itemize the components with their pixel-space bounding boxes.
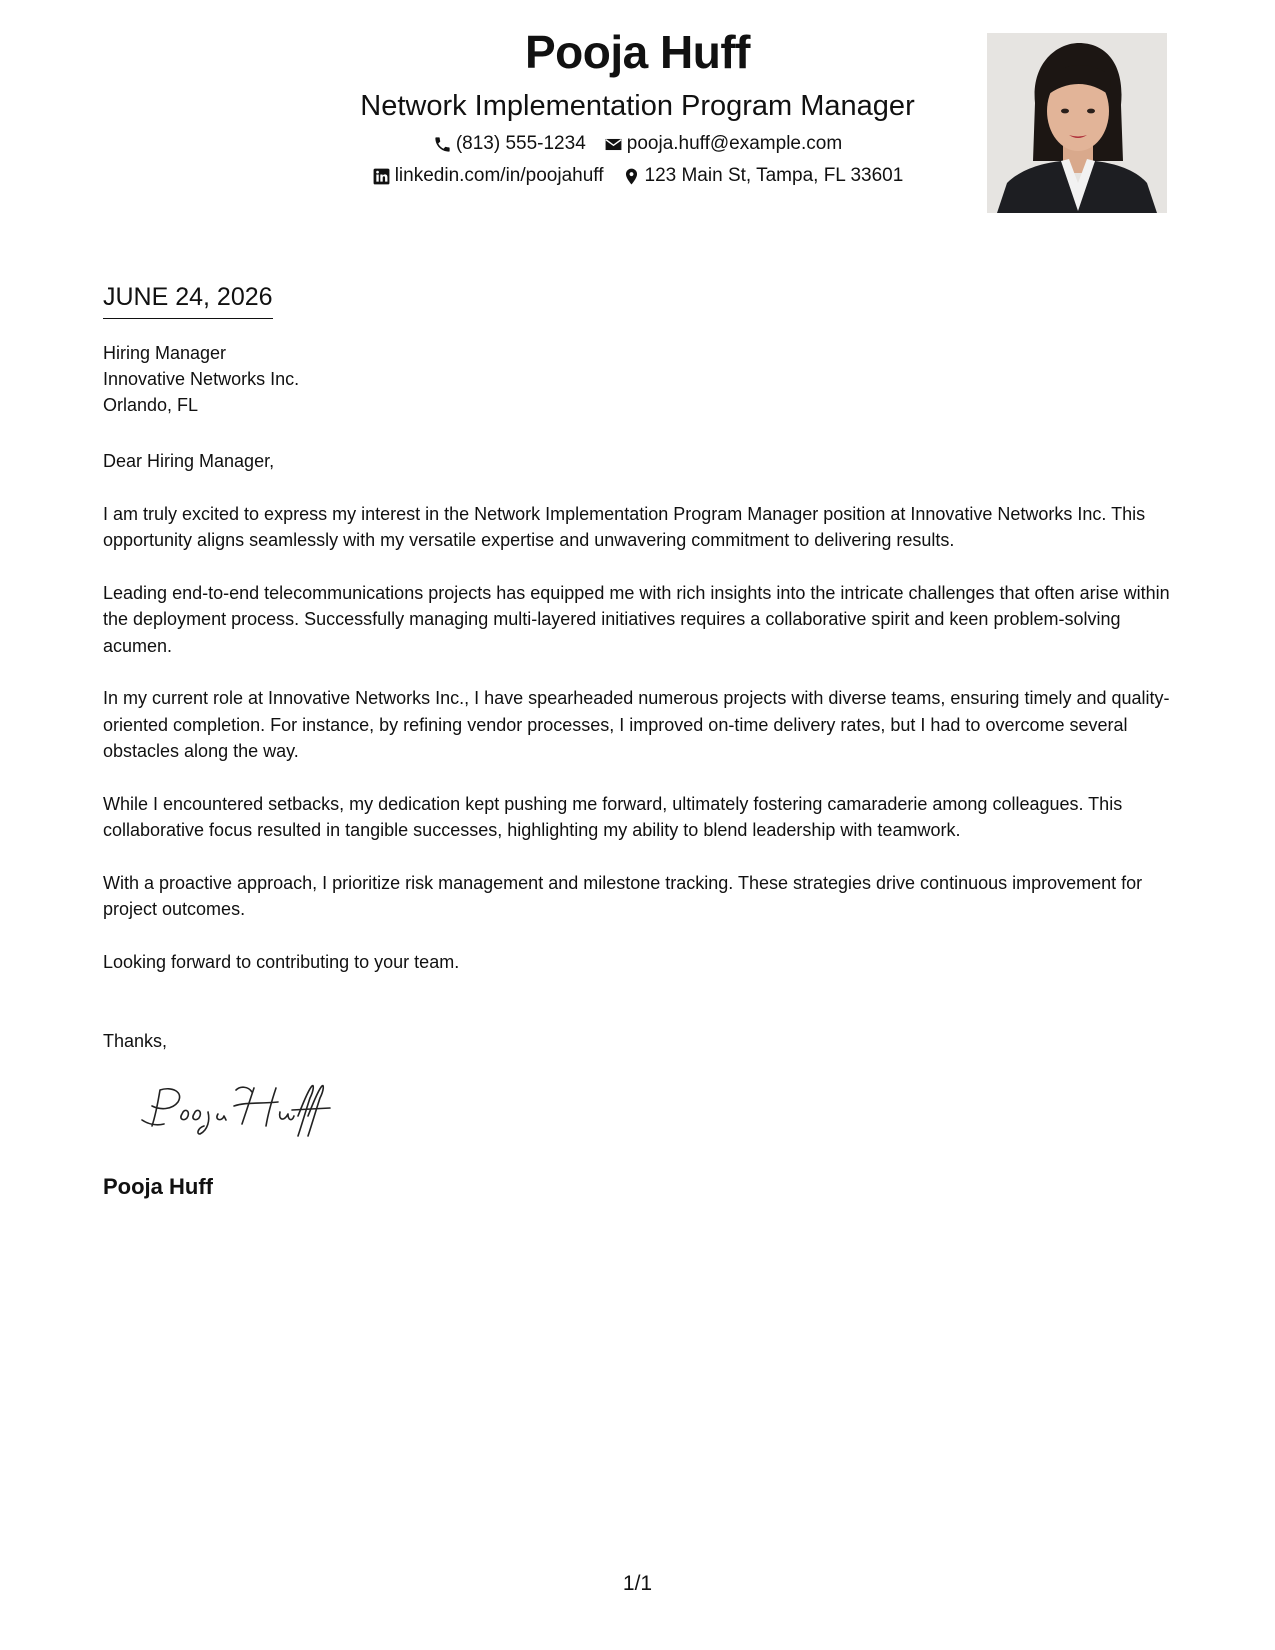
address-text: 123 Main St, Tampa, FL 33601 [644,165,904,186]
sender-name: Pooja Huff [525,26,750,78]
body-paragraph: In my current role at Innovative Networks Inc., I have spearheaded numerous projects with diverse teams, ensuring timely and quality-oriented completion. For instance, by refining vendor processes, I improved on-time delivery rates, but I had to overcome several obstacles along the way. [103,688,1170,761]
envelope-icon [604,135,623,154]
salutation: Dear Hiring Manager, [103,451,275,471]
closing: Thanks, [103,1031,168,1051]
letter-date: JUNE 24, 2026 [103,280,273,319]
letter-body [103,448,1178,1001]
body-paragraph: Looking forward to contributing to your team. [103,951,460,972]
body-paragraph: Leading end-to-end telecommunications projects has equipped me with rich insights into the intricate challenges that often arise within the deployment process. Successfully managing multi-layered initiatives requires a collaborative spirit and keen problem-solving acumen. [103,582,1170,656]
body-paragraph: With a proactive approach, I prioritize risk management and milestone tracking. These strategies drive continuous improvement for project outcomes. [103,872,1143,919]
recipient-name: Hiring Manager [103,343,227,363]
phone-text: (813) 555-1234 [455,133,586,154]
linkedin-icon [372,167,391,186]
address-contact [622,163,904,189]
recipient-company: Innovative Networks Inc. [103,369,300,389]
linkedin-text: linkedin.com/in/poojahuff [394,165,604,186]
body-paragraph: I am truly excited to express my interest in the Network Implementation Program Manager position at Innovative Networks Inc. This opportunity aligns seamlessly with my versatile expertise and unwavering commitment to delivering results. [103,503,1146,550]
profile-photo [987,33,1167,213]
email-text: pooja.huff@example.com [626,133,843,154]
handwritten-signature [138,1080,338,1140]
recipient-block [103,340,299,418]
phone-contact [433,131,586,157]
email-contact[interactable] [604,131,842,157]
map-pin-icon [622,167,641,186]
recipient-location: Orlando, FL [103,395,199,415]
phone-icon [433,135,452,154]
sender-job-title: Network Implementation Program Manager [360,90,915,122]
signer-name: Pooja Huff [103,1174,213,1199]
linkedin-contact[interactable] [372,163,604,189]
body-paragraph: While I encountered setbacks, my dedication kept pushing me forward, ultimately fostering camaraderie among colleagues. This collaborative focus resulted in tangible successes, highlighting my ability to blend leadership with teamwork. [103,793,1123,840]
page-number: 1/1 [622,1572,653,1595]
